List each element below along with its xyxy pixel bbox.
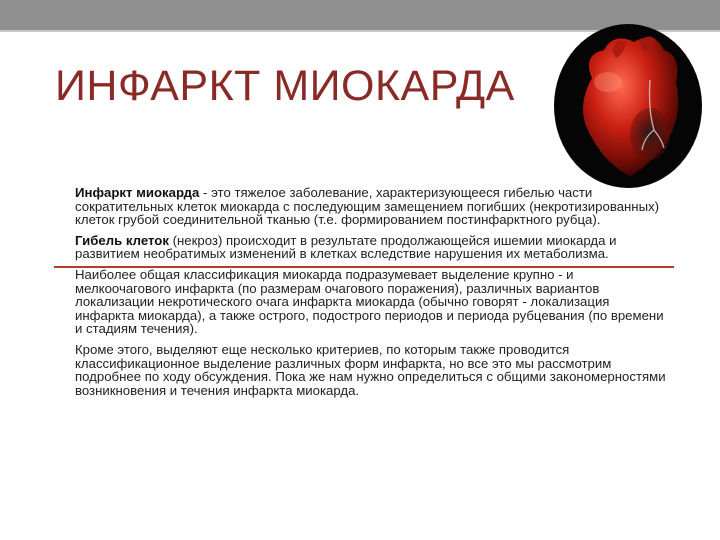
paragraph-necrosis [75,234,667,261]
slide-title: ИНФАРКТ МИОКАРДА [55,62,515,110]
paragraph-text: (некроз) происходит в результате продолжающейся ишемии миокарда и развитием необратимых изменений в клетках вследствие нарушения их метаболизма. [75,232,617,262]
paragraph-definition [75,186,667,227]
paragraph-text: Наиболее общая классификация миокарда подразумевает выделение крупно - и мелкоочагового инфаркта (по размерам очагового поражения), различных вариантов локализации некротического очага инфаркта миокарда (обычно говорят - локализация инфаркта миокарда), а также острого, подострого периодов и периода рубцевания (по времени и стадиям течения). [75,266,664,337]
heart-image [552,20,704,188]
paragraph-text: - это тяжелое заболевание, характеризующееся гибелью части сократительных клеток миокарда с последующим замещением погибших (некротизированных) клеток грубой соединительной тканью (т.е. формированием постинфарктного рубца). [75,185,660,228]
content-body [75,186,667,404]
paragraph-criteria [75,343,667,397]
paragraph-text: Кроме этого, выделяют еще несколько критериев, по которым также проводится классификационное выделение различных форм инфаркта, но все это мы рассмотрим подробнее по ходу обсуждения. Пока же нам нужно определиться с общими закономерностями возникновения и течения инфаркта миокарда. [75,341,666,398]
term-infarct: Инфаркт миокарда [75,185,200,200]
term-cell-death: Гибель клеток [75,232,169,248]
paragraph-classification [75,268,667,336]
